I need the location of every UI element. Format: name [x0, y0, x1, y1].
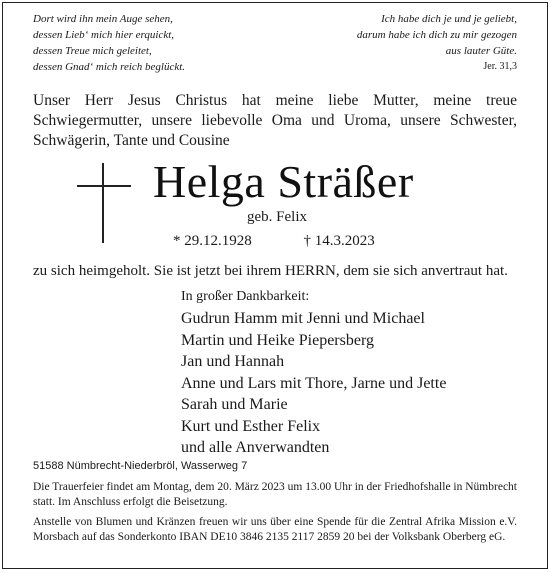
- deceased-name: Helga Sträßer: [153, 156, 414, 207]
- mourner-entry: Gudrun Hamm mit Jenni und Michael: [181, 310, 425, 327]
- obituary-notice: [2, 2, 548, 569]
- birth-date: * 29.12.1928: [173, 233, 252, 249]
- death-date: † 14.3.2023: [303, 233, 375, 249]
- verse-left-line: dessen Gnad‘ mich reich beglückt.: [33, 61, 186, 73]
- mourner-entry: Kurt und Esther Felix: [181, 417, 321, 435]
- service-info: Die Trauerfeier findet am Montag, dem 20. März 2023 um 13.00 Uhr in der Friedhofshalle in Nümbrecht statt. Im Anschluss erfolgt die Beisetzung.: [33, 481, 517, 508]
- birth-name: geb. Felix: [247, 209, 307, 225]
- cross-icon: [77, 163, 131, 243]
- homegoing-text: zu sich heimgeholt. Sie ist jetzt bei ihrem HERRN, dem sie sich anvertraut hat.: [33, 263, 508, 279]
- mourners-lead: In großer Dankbarkeit:: [181, 289, 310, 304]
- verse-right-line: darum habe ich dich zu mir gezogen: [356, 29, 517, 41]
- donation-info: Anstelle von Blumen und Kränzen freuen wir uns über eine Spende für die Zentral Afrika Mission e.V. Morsbach auf das Sonderkonto IBAN DE10 3846 2135 2117 2859 20 bei der Volksbank Oberberg eG.: [33, 516, 517, 543]
- mourner-entry: und alle Anverwandten: [181, 439, 330, 456]
- verse-left-line: Dort wird ihn mein Auge sehen,: [33, 13, 173, 25]
- intro-text: Unser Herr Jesus Christus hat meine liebe Mutter, meine treue Schwiegermutter, unsere liebevolle Oma und Uroma, unsere Schwester, Schwägerin, Tante und Cousine: [33, 92, 517, 149]
- verse-left: [33, 11, 185, 75]
- verse-left-line: dessen Treue mich geleitet,: [33, 45, 152, 57]
- mourner-entry: Sarah und Marie: [181, 396, 288, 413]
- life-dates: [173, 233, 375, 250]
- mourners-list: [181, 288, 446, 459]
- verse-reference: Jer. 31,3: [483, 61, 517, 72]
- mourner-entry: Jan und Hannah: [181, 353, 285, 370]
- mourner-entry: Anne und Lars mit Thore, Jarne und Jette: [181, 374, 447, 392]
- family-address: 51588 Nümbrecht-Niederbröl, Wasserweg 7: [33, 460, 248, 472]
- verse-right-line: Ich habe dich je und je geliebt,: [381, 13, 517, 25]
- verse-right: [357, 11, 517, 75]
- verse-left-line: dessen Lieb‘ mich hier erquickt,: [33, 29, 175, 41]
- verse-right-line: aus lauter Güte.: [445, 45, 517, 57]
- mourner-entry: Martin und Heike Piepersberg: [181, 331, 374, 349]
